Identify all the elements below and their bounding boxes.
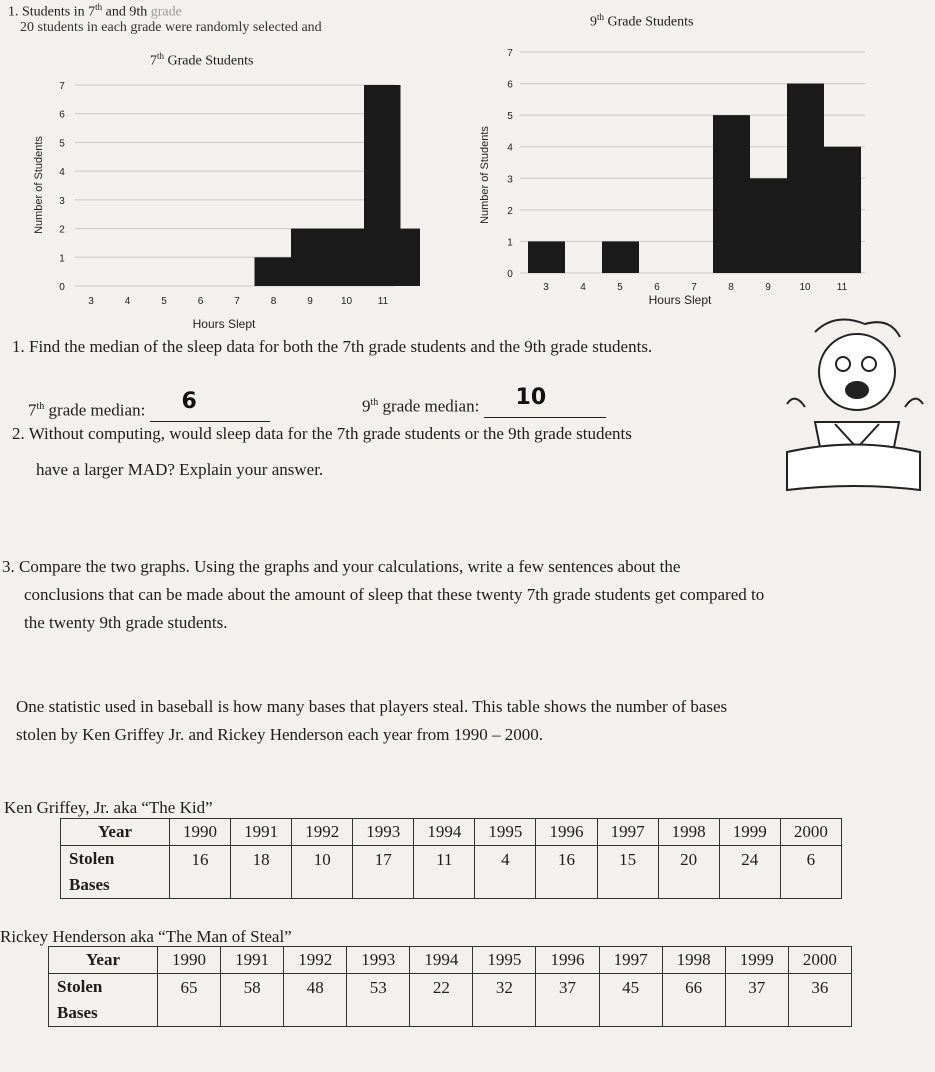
table-cell: 53	[347, 974, 410, 1027]
year-header: Year	[61, 819, 170, 846]
bar-8	[713, 115, 750, 273]
x-tick-label: 5	[161, 296, 167, 307]
question-3-line-1: 3. Compare the two graphs. Using the graphs and your calculations, write a few sentences about the	[2, 557, 681, 576]
baseball-intro-line-1: One statistic used in baseball is how many bases that players steal. This table shows the number of bases	[16, 697, 728, 716]
table-cell: 20	[658, 846, 719, 899]
x-tick-label: 4	[580, 282, 586, 293]
table-cell: 1997	[597, 819, 658, 846]
chart-9th-grade	[470, 40, 870, 320]
y-tick-label: 2	[59, 224, 65, 236]
question-1	[12, 336, 652, 358]
question-3-line-3: the twenty 9th grade students.	[24, 613, 228, 632]
table-cell: 16	[170, 846, 231, 899]
chart-9th-title: 9th Grade Students	[590, 12, 694, 30]
bar-10	[787, 84, 824, 273]
table-cell: 15	[597, 846, 658, 899]
y-tick-label: 0	[507, 269, 513, 280]
bar-5	[602, 241, 639, 273]
henderson-year-row	[49, 947, 852, 974]
y-tick-label: 1	[507, 237, 513, 249]
table-cell: 1999	[719, 819, 780, 846]
table-cell: 1994	[414, 819, 475, 846]
x-tick-label: 7	[234, 296, 240, 307]
table-cell: 1990	[158, 947, 221, 974]
question-2-line-1: 2. Without computing, would sleep data for the 7th grade students or the 9th grade students	[12, 424, 632, 443]
table-cell: 1992	[292, 819, 353, 846]
stolen-bases-header: Stolen Bases	[49, 974, 158, 1027]
griffey-table-title: Ken Griffey, Jr. aka “The Kid”	[4, 798, 213, 817]
table-cell: 1994	[410, 947, 473, 974]
q1-9th-median-answer[interactable]: 10	[484, 399, 606, 418]
year-header: Year	[49, 947, 158, 974]
q1-9th-median-row: 9th grade median: 10	[362, 392, 606, 418]
x-axis-label: Hours Slept	[192, 317, 256, 331]
table-cell: 1997	[599, 947, 662, 974]
chart-7th-grade	[0, 60, 420, 345]
table-cell: 1990	[170, 819, 231, 846]
table-cell: 1996	[536, 947, 599, 974]
table-cell: 37	[536, 974, 599, 1027]
x-tick-label: 8	[728, 282, 734, 293]
cartoon-student-figure	[775, 312, 925, 497]
y-tick-label: 5	[59, 138, 65, 150]
table-cell: 2000	[780, 819, 841, 846]
table-cell: 18	[231, 846, 292, 899]
x-tick-label: 10	[799, 282, 811, 293]
chart-7th-title: 7th Grade Students	[150, 51, 254, 69]
question-1-text: 1. Find the median of the sleep data for both the 7th grade students and the 9th grade students.	[12, 337, 653, 356]
table-cell: 1991	[231, 819, 292, 846]
henderson-table	[48, 946, 852, 1027]
griffey-stolen-row	[61, 846, 842, 899]
x-tick-label: 9	[765, 282, 771, 293]
bar-9	[750, 178, 787, 273]
y-axis-label: Number of Students	[479, 126, 491, 224]
y-tick-label: 4	[507, 142, 513, 154]
table-cell: 24	[719, 846, 780, 899]
header-line-1: 1. Students in 7th and 9th grade	[8, 2, 182, 20]
q1-7th-median-row: 7th grade median: 6	[28, 396, 270, 422]
table-cell: 1992	[284, 947, 347, 974]
table-cell: 37	[725, 974, 788, 1027]
q1-7th-median-answer[interactable]: 6	[150, 403, 270, 422]
bar-11	[824, 147, 861, 273]
question-3-line-2: conclusions that can be made about the amount of sleep that these twenty 7th grade students get compared to	[24, 585, 765, 604]
header-line-2: 20 students in each grade were randomly selected and	[20, 20, 322, 35]
y-tick-label: 0	[59, 282, 65, 293]
y-tick-label: 2	[507, 205, 513, 217]
table-cell: 1995	[473, 947, 536, 974]
y-tick-label: 5	[507, 111, 513, 123]
table-cell: 1996	[536, 819, 597, 846]
y-tick-label: 4	[59, 167, 65, 179]
table-cell: 1995	[475, 819, 536, 846]
henderson-table-title: Rickey Henderson aka “The Man of Steal”	[0, 927, 292, 946]
y-tick-label: 3	[507, 174, 513, 186]
bar-3	[528, 241, 565, 273]
x-tick-label: 3	[543, 282, 549, 293]
x-tick-label: 5	[617, 282, 623, 293]
x-tick-label: 3	[88, 296, 94, 307]
bar-8	[328, 229, 365, 286]
griffey-table	[60, 818, 842, 899]
y-tick-label: 7	[59, 81, 65, 92]
bar-7	[291, 229, 328, 286]
x-tick-label: 9	[307, 296, 313, 307]
y-tick-label: 3	[59, 195, 65, 207]
griffey-year-row	[61, 819, 842, 846]
table-cell: 17	[353, 846, 414, 899]
table-cell: 32	[473, 974, 536, 1027]
table-cell: 4	[475, 846, 536, 899]
table-cell: 2000	[788, 947, 851, 974]
x-axis-label: Hours Slept	[648, 293, 712, 307]
bar-9	[364, 85, 401, 286]
stolen-bases-header: Stolen Bases	[61, 846, 170, 899]
table-cell: 1993	[353, 819, 414, 846]
henderson-stolen-row	[49, 974, 852, 1027]
table-cell: 11	[414, 846, 475, 899]
x-tick-label: 7	[691, 282, 697, 293]
x-tick-label: 10	[340, 296, 353, 307]
table-cell: 48	[284, 974, 347, 1027]
table-cell: 66	[662, 974, 725, 1027]
table-cell: 58	[221, 974, 284, 1027]
y-axis-label: Number of Students	[33, 136, 45, 234]
x-tick-label: 6	[197, 296, 204, 307]
table-cell: 1998	[658, 819, 719, 846]
table-cell: 10	[292, 846, 353, 899]
baseball-intro-line-2: stolen by Ken Griffey Jr. and Rickey Henderson each year from 1990 – 2000.	[16, 725, 544, 744]
x-tick-label: 11	[836, 282, 848, 293]
y-tick-label: 6	[507, 79, 513, 91]
table-cell: 1991	[221, 947, 284, 974]
table-cell: 65	[158, 974, 221, 1027]
bar-6	[255, 257, 292, 286]
x-tick-label: 11	[377, 296, 389, 307]
bar-10	[401, 229, 421, 286]
table-cell: 45	[599, 974, 662, 1027]
x-tick-label: 8	[270, 296, 277, 307]
y-tick-label: 7	[507, 48, 513, 59]
table-cell: 22	[410, 974, 473, 1027]
x-tick-label: 4	[124, 296, 131, 307]
table-cell: 1993	[347, 947, 410, 974]
table-cell: 36	[788, 974, 851, 1027]
table-cell: 6	[780, 846, 841, 899]
y-tick-label: 1	[59, 253, 65, 265]
table-cell: 1998	[662, 947, 725, 974]
table-cell: 1999	[725, 947, 788, 974]
table-cell: 16	[536, 846, 597, 899]
x-tick-label: 6	[654, 282, 660, 293]
y-tick-label: 6	[59, 109, 65, 121]
question-2-line-2: have a larger MAD? Explain your answer.	[36, 460, 324, 479]
